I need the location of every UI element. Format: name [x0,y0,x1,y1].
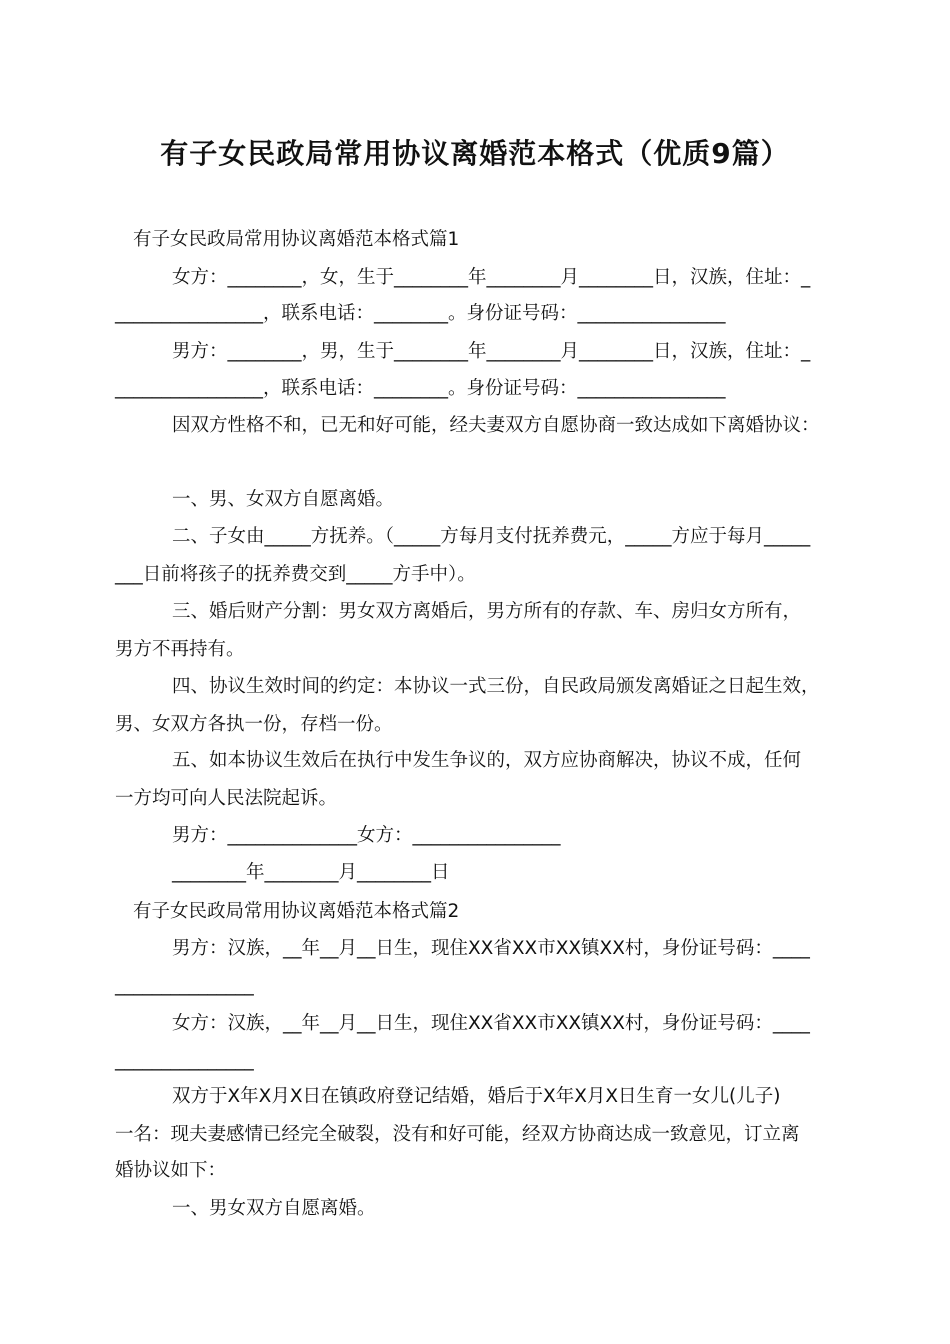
paragraph-line: 一方均可向人民法院起诉。 [115,788,338,809]
paragraph-line: 因双方性格不和，已无和好可能，经夫妻双方自愿协商一致达成如下离婚协议： [172,415,820,436]
paragraph-line: ________________，联系电话：________。身份证号码：________________ [115,303,726,324]
paragraph-line: 双方于X年X月X日在镇政府登记结婚，婚后于X年X月X日生育一女儿(儿子) [172,1086,781,1107]
paragraph-line: 男方：________，男，生于________年________月________日，汉族，住址：_ [172,341,811,362]
paragraph-line: 婚协议如下： [115,1160,227,1181]
paragraph-line: _______________ [115,975,254,996]
paragraph-line: 一、男女双方自愿离婚。 [172,1198,376,1219]
paragraph-line: 二、子女由_____方抚养。（_____方每月支付抚养费元，_____方应于每月_____ [172,526,811,547]
date-line: ________年________月________日 [172,862,450,883]
paragraph-line: 男方不再持有。 [115,639,245,660]
paragraph-line: 五、如本协议生效后在执行中发生争议的，双方应协商解决，协议不成，任何 [172,750,802,771]
paragraph-line: 男、女双方各执一份，存档一份。 [115,714,393,735]
signature-line: 男方：______________女方：________________ [172,825,561,846]
paragraph-line: ________________，联系电话：________。身份证号码：________________ [115,378,726,399]
paragraph-line: 男方：汉族，__年__月__日生，现住XX省XX市XX镇XX村，身份证号码：____ [172,938,810,959]
paragraph-line: 三、婚后财产分割：男女双方离婚后，男方所有的存款、车、房归女方所有， [172,601,802,622]
paragraph-line: 一名：现夫妻感情已经完全破裂，没有和好可能，经双方协商达成一致意见，订立离 [115,1124,800,1145]
paragraph-line: 四、协议生效时间的约定：本协议一式三份，自民政局颁发离婚证之日起生效， [172,676,820,697]
section-heading-1: 有子女民政局常用协议离婚范本格式篇1 [133,229,460,250]
paragraph-line: _______________ [115,1050,254,1071]
document-title: 有子女民政局常用协议离婚范本格式（优质9篇） [160,137,790,170]
paragraph-line: 女方：汉族，__年__月__日生，现住XX省XX市XX镇XX村，身份证号码：____ [172,1013,810,1034]
paragraph-line: ___日前将孩子的抚养费交到_____方手中）。 [115,564,476,585]
section-heading-2: 有子女民政局常用协议离婚范本格式篇2 [133,901,460,922]
paragraph-line: 一、男、女双方自愿离婚。 [172,489,395,510]
paragraph-line: 女方：________，女，生于________年________月________日，汉族，住址：_ [172,267,811,288]
